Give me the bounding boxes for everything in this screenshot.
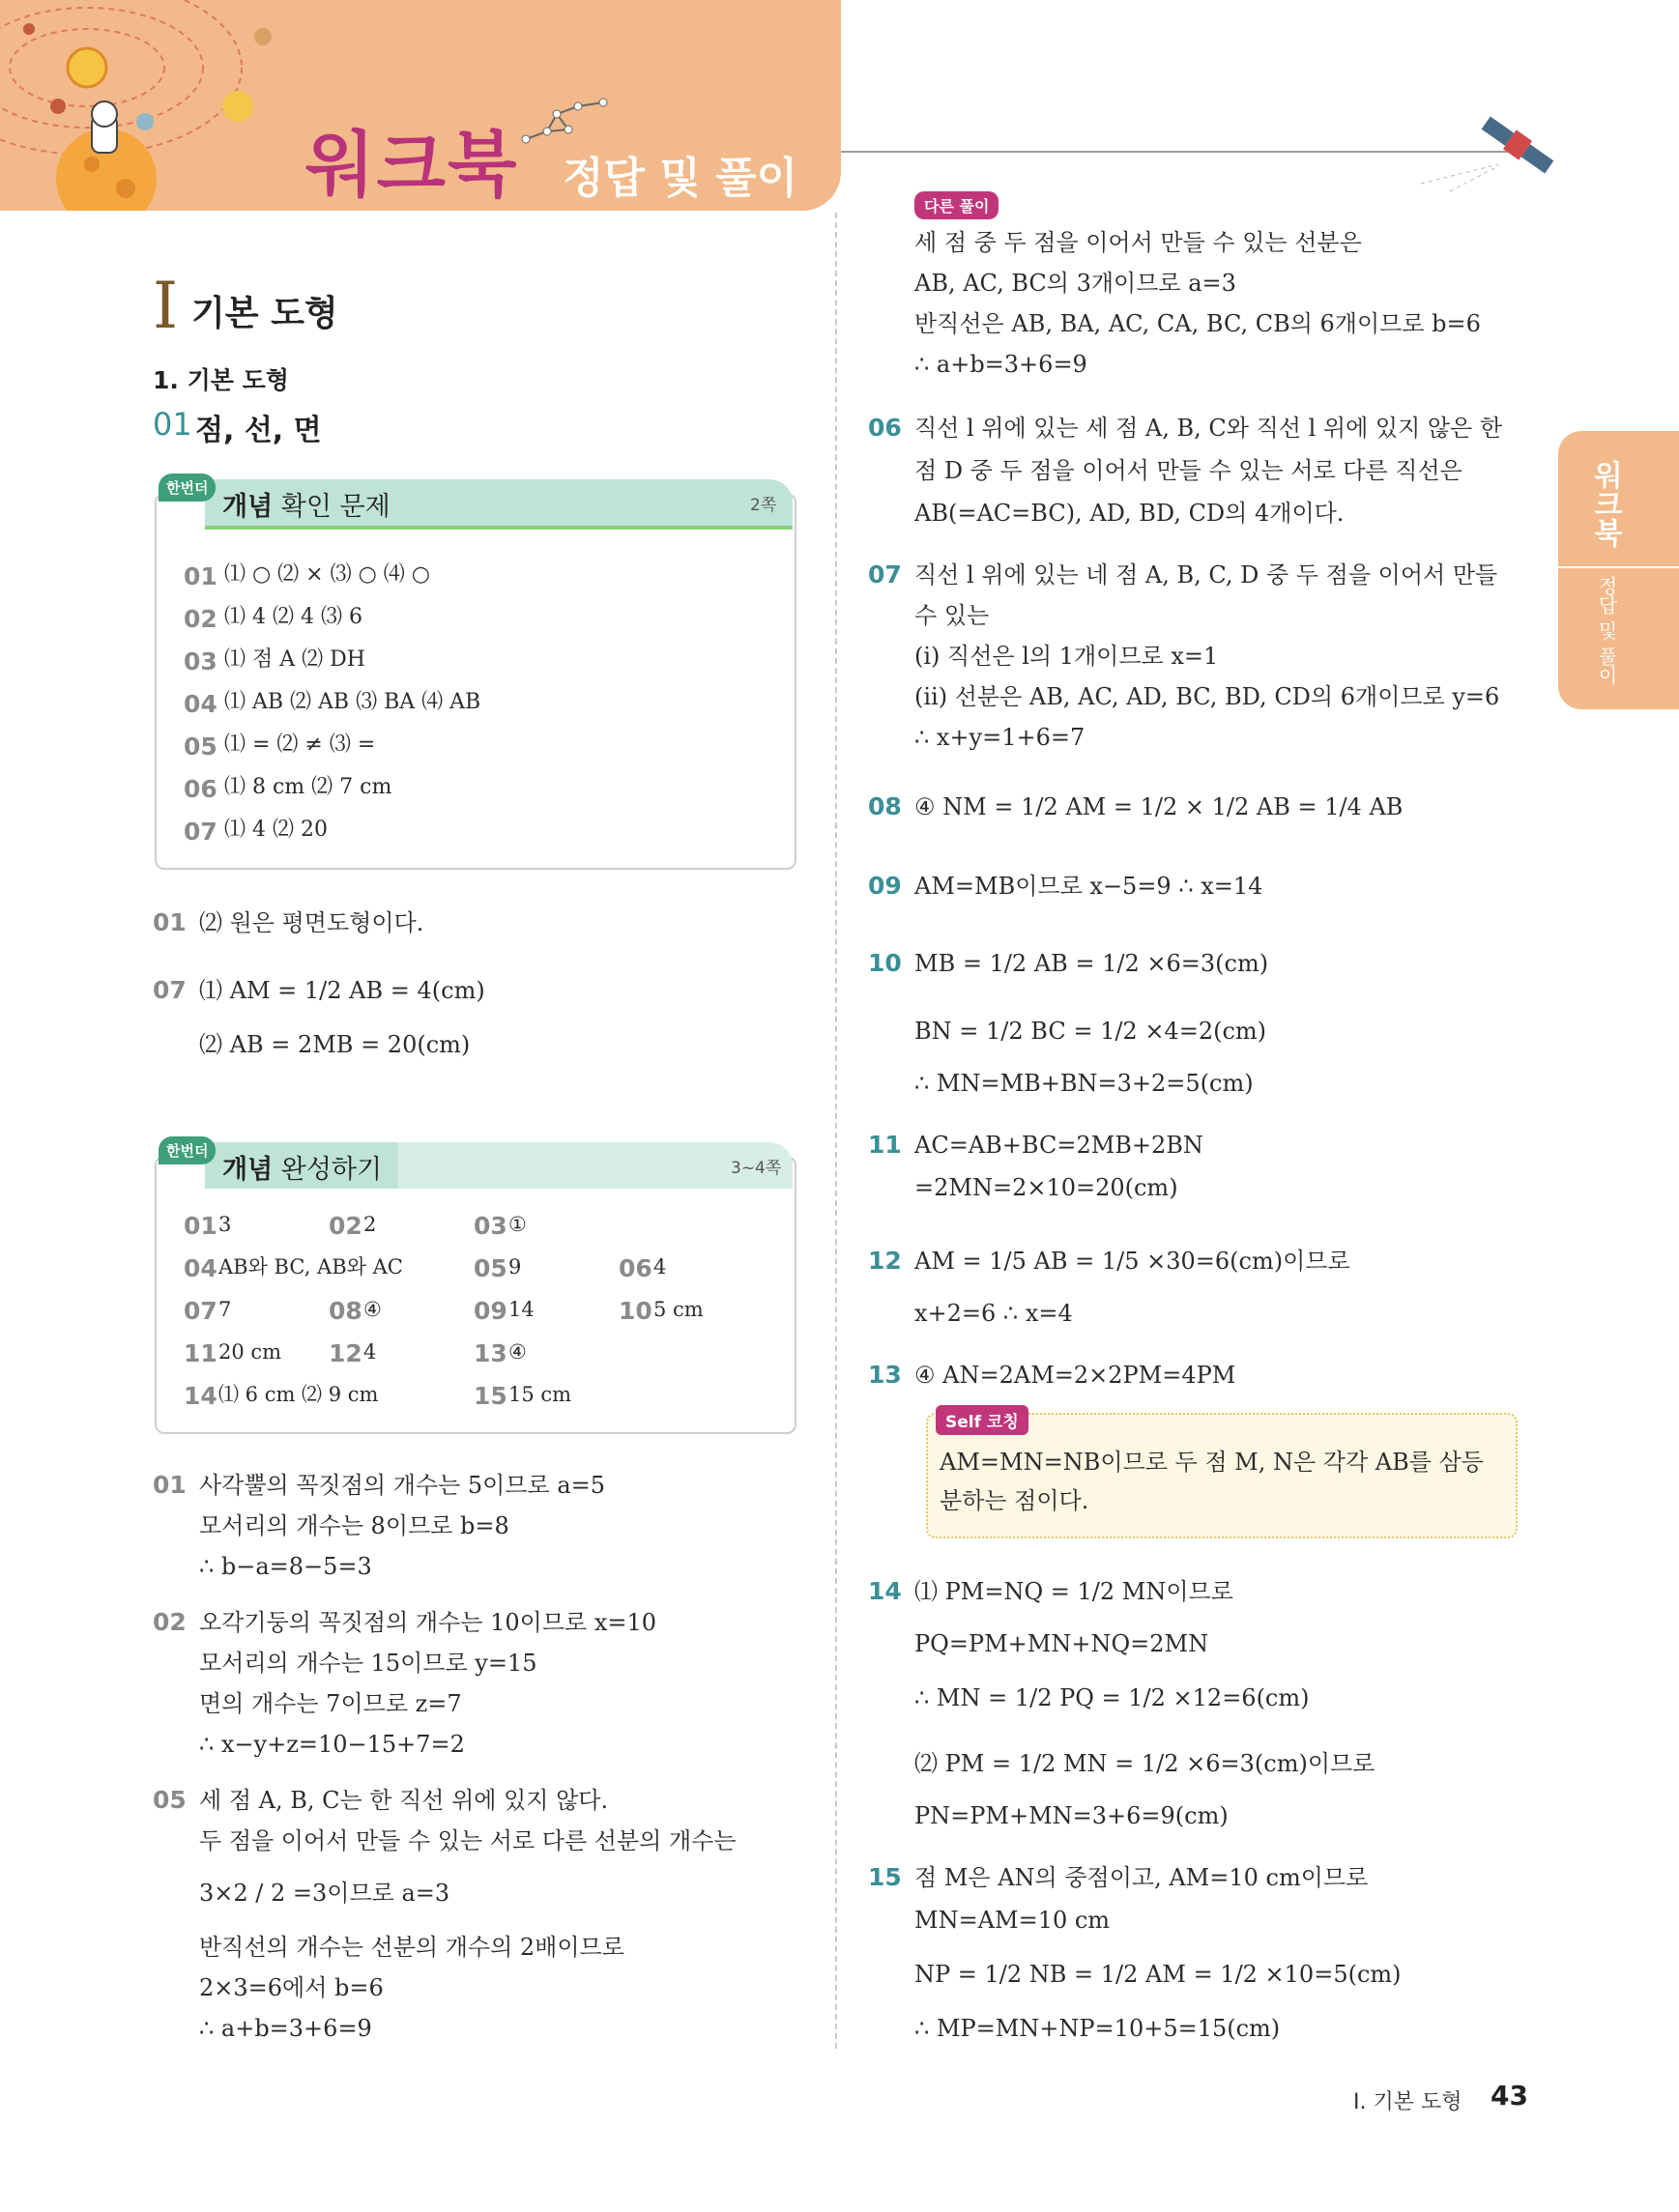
answer-number: 11 bbox=[184, 1339, 217, 1367]
badge-label-2: 한번더 bbox=[159, 1136, 216, 1164]
answer-number: 15 bbox=[474, 1382, 507, 1410]
section-title: 1. 기본 도형 bbox=[153, 366, 289, 394]
item-text: AC=AB+BC=2MB+2BN bbox=[914, 1132, 1203, 1159]
item-number: 06 bbox=[868, 414, 902, 442]
item-text: AM=MB이므로 x−5=9 ∴ x=14 bbox=[914, 873, 1263, 900]
item-number: 09 bbox=[868, 872, 902, 900]
alt-solution-label: 다른 풀이 bbox=[914, 191, 999, 219]
answer-number: 13 bbox=[474, 1339, 507, 1367]
alt-solution-line: AB, AC, BC의 3개이므로 a=3 bbox=[914, 270, 1236, 297]
item-text: BN = 1/2 BC = 1/2 ×4=2(cm) bbox=[914, 1018, 1267, 1045]
answer-number: 03 bbox=[184, 647, 217, 675]
side-tab-subtitle: 정답 및 풀이 bbox=[1595, 576, 1618, 685]
alt-solution-line: 세 점 중 두 점을 이어서 만들 수 있는 선분은 bbox=[914, 229, 1362, 256]
item-text: ④ NM = 1/2 AM = 1/2 × 1/2 AB = 1/4 AB bbox=[914, 793, 1404, 820]
answer-text: 2 bbox=[363, 1213, 377, 1236]
concept-check-title: 개념 확인 문제 bbox=[222, 492, 391, 522]
item-text: ∴ b−a=8−5=3 bbox=[199, 1553, 372, 1580]
item-number: 07 bbox=[868, 560, 902, 589]
answer-text: 15 cm bbox=[508, 1383, 572, 1406]
header-rule bbox=[841, 151, 1508, 153]
item-text: ⑵ AB = 2MB = 20(cm) bbox=[199, 1031, 471, 1058]
answer-text: 4 bbox=[653, 1255, 667, 1278]
self-coaching-line-2: 분하는 점이다. bbox=[940, 1487, 1089, 1514]
item-text: PN=PM+MN=3+6=9(cm) bbox=[914, 1802, 1229, 1829]
item-text: AM = 1/5 AB = 1/5 ×30=6(cm)이므로 bbox=[914, 1248, 1350, 1275]
space-illustration bbox=[0, 0, 319, 211]
item-text: 2×3=6에서 b=6 bbox=[199, 1974, 384, 2001]
item-number: 15 bbox=[868, 1863, 902, 1891]
answer-text: 7 bbox=[218, 1298, 232, 1321]
answer-text: ⑴ = ⑵ ≠ ⑶ = bbox=[224, 733, 376, 757]
badge-label: 한번더 bbox=[159, 474, 216, 502]
answer-number: 02 bbox=[184, 605, 217, 633]
item-text: MB = 1/2 AB = 1/2 ×6=3(cm) bbox=[914, 950, 1269, 977]
item-text: 세 점 A, B, C는 한 직선 위에 있지 않다. bbox=[199, 1787, 609, 1814]
answer-number: 04 bbox=[184, 690, 217, 718]
answer-number: 06 bbox=[184, 775, 217, 803]
concept-check-box bbox=[155, 493, 796, 870]
item-text: 직선 l 위에 있는 네 점 A, B, C, D 중 두 점을 이어서 만들 bbox=[914, 561, 1498, 589]
item-number: 01 bbox=[153, 1471, 187, 1499]
side-tab-title: 워크북 bbox=[1588, 460, 1622, 547]
item-number: 02 bbox=[153, 1608, 187, 1636]
concept-complete-title: 개념 완성하기 bbox=[222, 1155, 383, 1185]
item-number: 13 bbox=[868, 1361, 902, 1389]
item-text: 오각기둥의 꼭짓점의 개수는 10이므로 x=10 bbox=[199, 1609, 656, 1636]
side-tab-divider bbox=[1558, 566, 1679, 568]
answer-text: ⑴ 6 cm ⑵ 9 cm bbox=[218, 1383, 379, 1406]
self-coaching-badge: Self 코칭 bbox=[936, 1405, 1028, 1435]
item-text: ∴ MN = 1/2 PQ = 1/2 ×12=6(cm) bbox=[914, 1684, 1310, 1711]
item-text: ∴ x−y+z=10−15+7=2 bbox=[199, 1731, 465, 1758]
answer-text: AB와 BC, AB와 AC bbox=[218, 1255, 403, 1278]
constellation-icon bbox=[518, 93, 615, 151]
item-number: 05 bbox=[153, 1786, 187, 1814]
item-text: MN=AM=10 cm bbox=[914, 1907, 1111, 1934]
answer-text: ① bbox=[508, 1213, 527, 1236]
alt-solution-line: 반직선은 AB, BA, AC, CA, BC, CB의 6개이므로 b=6 bbox=[914, 310, 1481, 337]
answer-text: 3 bbox=[218, 1213, 232, 1236]
answer-number: 09 bbox=[474, 1297, 507, 1325]
answer-text: ⑴ 4 ⑵ 4 ⑶ 6 bbox=[224, 605, 362, 629]
column-divider bbox=[835, 213, 837, 2049]
item-number: 08 bbox=[868, 792, 902, 820]
page-number: 43 bbox=[1491, 2080, 1528, 2111]
item-number: 14 bbox=[868, 1577, 902, 1605]
item-number: 12 bbox=[868, 1247, 902, 1275]
answer-number: 14 bbox=[184, 1382, 217, 1410]
item-text: ∴ MN=MB+BN=3+2=5(cm) bbox=[914, 1070, 1254, 1097]
answer-text: ④ bbox=[363, 1298, 382, 1321]
item-text: 모서리의 개수는 15이므로 y=15 bbox=[199, 1650, 537, 1677]
item-text: 3×2 / 2 =3이므로 a=3 bbox=[199, 1880, 450, 1907]
item-text: 직선 l 위에 있는 세 점 A, B, C와 직선 l 위에 있지 않은 한 bbox=[914, 415, 1503, 442]
answer-text: 9 bbox=[508, 1255, 522, 1278]
answer-number: 01 bbox=[184, 1212, 217, 1240]
satellite-icon bbox=[1411, 106, 1556, 193]
item-text: ∴ x+y=1+6=7 bbox=[914, 724, 1086, 751]
self-coaching-line-1: AM=MN=NB이므로 두 점 M, N은 각각 AB를 삼등 bbox=[940, 1449, 1484, 1476]
item-text: ⑴ AM = 1/2 AB = 4(cm) bbox=[199, 977, 485, 1004]
answer-text: ⑴ ○ ⑵ × ⑶ ○ ⑷ ○ bbox=[224, 562, 430, 587]
answer-number: 07 bbox=[184, 818, 217, 846]
item-text: 사각뿔의 꼭짓점의 개수는 5이므로 a=5 bbox=[199, 1472, 606, 1499]
alt-solution-line: ∴ a+b=3+6=9 bbox=[914, 351, 1087, 378]
item-number: 07 bbox=[153, 976, 187, 1004]
item-number: 11 bbox=[868, 1131, 902, 1159]
item-number: 10 bbox=[868, 949, 902, 977]
answer-text: 5 cm bbox=[653, 1298, 704, 1321]
answer-text: ⑴ 8 cm ⑵ 7 cm bbox=[224, 775, 392, 799]
answer-number: 06 bbox=[619, 1254, 652, 1282]
item-text: NP = 1/2 NB = 1/2 AM = 1/2 ×10=5(cm) bbox=[914, 1961, 1402, 1988]
item-text: 점 M은 AN의 중점이고, AM=10 cm이므로 bbox=[914, 1864, 1369, 1891]
item-text: ∴ a+b=3+6=9 bbox=[199, 2015, 372, 2042]
item-text: x+2=6 ∴ x=4 bbox=[914, 1300, 1073, 1327]
answer-number: 12 bbox=[329, 1339, 362, 1367]
chapter-numeral: I bbox=[153, 269, 179, 343]
answer-text: ⑴ 4 ⑵ 20 bbox=[224, 818, 328, 842]
concept-complete-page: 3~4쪽 bbox=[731, 1159, 782, 1178]
workbook-subtitle: 정답 및 풀이 bbox=[563, 154, 798, 203]
answer-number: 03 bbox=[474, 1212, 507, 1240]
item-text: ⑵ 원은 평면도형이다. bbox=[199, 909, 424, 936]
answer-number: 05 bbox=[474, 1254, 507, 1282]
item-text: (ⅰ) 직선은 l의 1개이므로 x=1 bbox=[914, 643, 1219, 670]
item-text: PQ=PM+MN+NQ=2MN bbox=[914, 1630, 1209, 1657]
item-text: 점 D 중 두 점을 이어서 만들 수 있는 서로 다른 직선은 bbox=[914, 457, 1462, 484]
answer-number: 05 bbox=[184, 733, 217, 761]
item-text: 면의 개수는 7이므로 z=7 bbox=[199, 1690, 462, 1717]
item-text: ⑴ PM=NQ = 1/2 MN이므로 bbox=[914, 1578, 1233, 1605]
answer-number: 10 bbox=[619, 1297, 652, 1325]
footer-chapter: I. 기본 도형 bbox=[1353, 2090, 1462, 2114]
answer-number: 07 bbox=[184, 1297, 217, 1325]
item-text: ④ AN=2AM=2×2PM=4PM bbox=[914, 1362, 1236, 1389]
answer-text: ⑴ AB ⑵ AB ⑶ BA ⑷ AB bbox=[224, 690, 481, 714]
side-tab bbox=[1558, 431, 1679, 709]
answer-number: 02 bbox=[329, 1212, 362, 1240]
item-text: 두 점을 이어서 만들 수 있는 서로 다른 선분의 개수는 bbox=[199, 1827, 737, 1854]
answer-number: 08 bbox=[329, 1297, 362, 1325]
lesson-title: 점, 선, 면 bbox=[195, 414, 322, 447]
lesson-number: 01 bbox=[153, 406, 192, 443]
item-text: =2MN=2×10=20(cm) bbox=[914, 1174, 1178, 1201]
answer-text: 14 bbox=[508, 1298, 535, 1321]
item-text: 수 있는 bbox=[914, 602, 990, 629]
answer-text: 4 bbox=[363, 1340, 377, 1364]
header-banner bbox=[0, 0, 841, 211]
item-text: 반직선의 개수는 선분의 개수의 2배이므로 bbox=[199, 1934, 624, 1961]
answer-text: ⑴ 점 A ⑵ DH bbox=[224, 647, 365, 672]
item-text: (ⅱ) 선분은 AB, AC, AD, BC, BD, CD의 6개이므로 y=6 bbox=[914, 683, 1500, 710]
item-text: ⑵ PM = 1/2 MN = 1/2 ×6=3(cm)이므로 bbox=[914, 1750, 1375, 1777]
answer-text: 20 cm bbox=[218, 1340, 282, 1364]
item-text: ∴ MP=MN+NP=10+5=15(cm) bbox=[914, 2015, 1281, 2042]
item-text: AB(=AC=BC), AD, BD, CD의 4개이다. bbox=[914, 500, 1345, 527]
answer-text: ④ bbox=[508, 1340, 527, 1364]
concept-check-page: 2쪽 bbox=[750, 496, 777, 515]
item-text: 모서리의 개수는 8이므로 b=8 bbox=[199, 1512, 509, 1539]
workbook-title: 워크북 bbox=[305, 124, 519, 207]
chapter-title: 기본 도형 bbox=[191, 294, 338, 333]
answer-number: 04 bbox=[184, 1254, 217, 1282]
answer-number: 01 bbox=[184, 562, 217, 590]
item-number: 01 bbox=[153, 908, 187, 936]
